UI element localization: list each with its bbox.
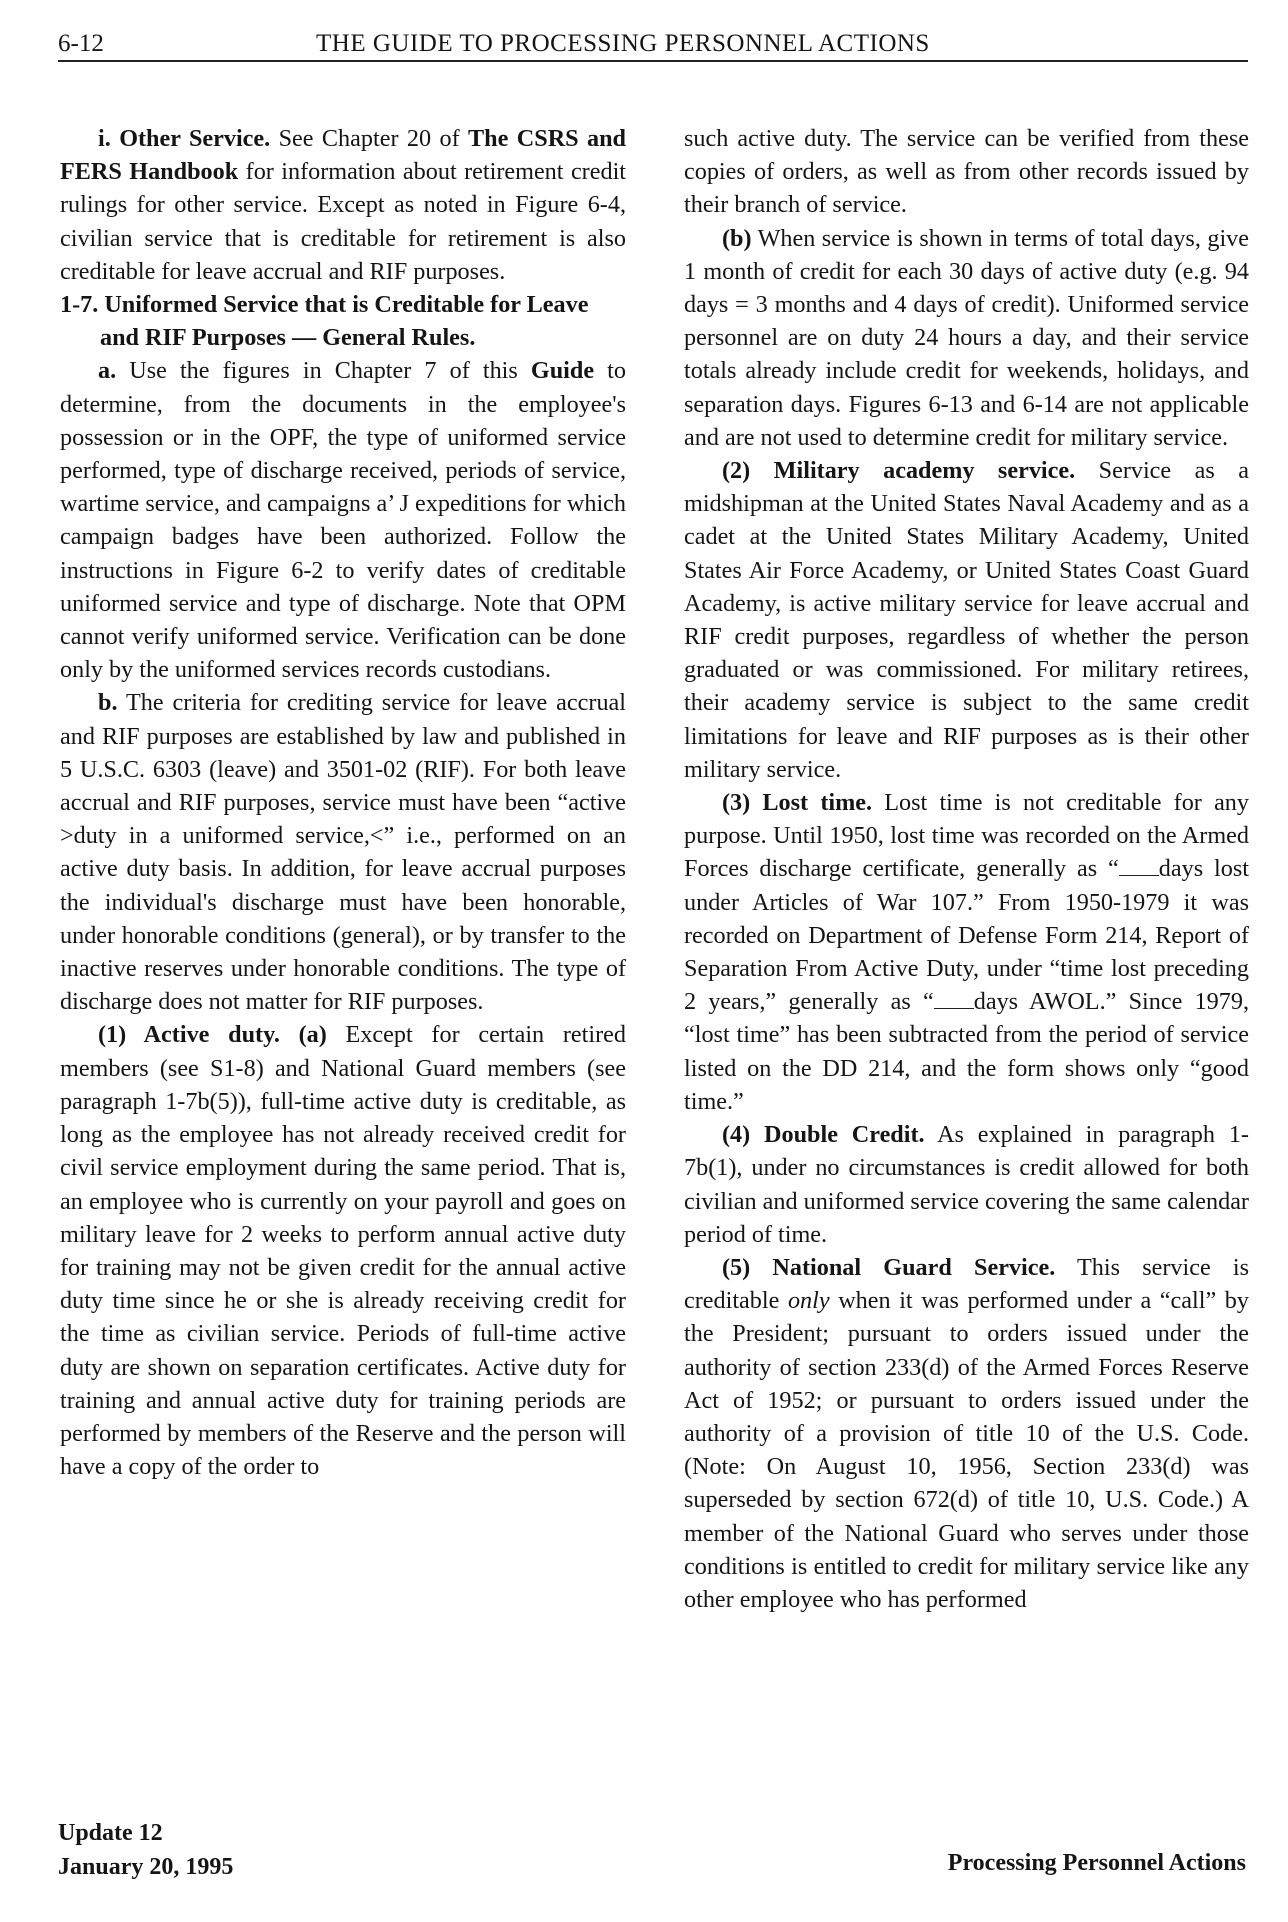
paragraph-text: when it was performed under a “call” by the President; pursuant to orders issued under the authority of section 233(d) of the Armed Forces Reserve Act of 1952; or pursuant to orders issued under the authority of a provision of title 10 of the U.S. Code. (Note: On August 10, 1956, Section 233(d) was superseded by section 672(d) of title 10, U.S. Code.) A member of the National Guard who serves under those conditions is entitled to credit for military service like any other employee who has performed xyxy=(684,1287,1249,1613)
paragraph-text: See Chapter 20 of xyxy=(270,125,469,152)
blank-line xyxy=(1119,857,1159,876)
paragraph-text: As explained in paragraph 1-7b(1), under no circumstances is credit allowed for both civilian and uniformed service covering the same calendar period of time. xyxy=(684,1121,1249,1248)
blank-line xyxy=(934,990,974,1009)
page-number: 6-12 xyxy=(58,30,104,57)
section-footer: Processing Personnel Actions xyxy=(947,1850,1246,1876)
paragraph-label: i. xyxy=(98,125,111,152)
subparagraph-label: (b) xyxy=(722,224,752,252)
paragraph-double-credit xyxy=(684,1118,1249,1251)
paragraph-title: (5) National Guard Service. xyxy=(722,1253,1056,1281)
update-date: January 20, 1995 xyxy=(58,1854,234,1880)
paragraph-a xyxy=(60,354,626,686)
paragraph-text: Service as a midshipman at the United States Naval Academy and as a cadet at the United States Military Academy, United States Air Force Academy, or United States Coast Guard Academy, is active military service for leave accrual and RIF credit purposes, regardless of whether the person graduated or was commissioned. For military retirees, their academy service is subject to the same credit limitations for leave and RIF purposes as is their other military service. xyxy=(684,457,1249,783)
paragraph-text: Lost time is not creditable for any purpose. Until 1950, lost time was recorded on the Armed Forces discharge certificate, generally as “ xyxy=(684,789,1249,883)
update-label: Update 12 xyxy=(58,1820,163,1846)
paragraph-text: Use the figures in Chapter 7 of this xyxy=(116,357,531,385)
paragraph-title: Other Service. xyxy=(119,125,271,152)
left-column xyxy=(60,122,626,1483)
paragraph-text: When service is shown in terms of total days, give 1 month of credit for each 30 days of active duty (e.g. 94 days = 3 months and 4 days of credit). Uniformed service personnel are on duty 24 hours a day, and their service totals already include credit for weekends, holidays, and separation days. Figures 6-13 and 6-14 are not applicable and are not used to determine credit for military service. xyxy=(684,224,1249,451)
page-header xyxy=(58,26,1248,62)
paragraph-label: b. xyxy=(98,689,118,717)
paragraph-title: (4) Double Credit. xyxy=(722,1121,925,1149)
paragraph-text: for information about retirement credit rulings for other service. Except as noted in Figure 6-4, civilian service that is creditable for retirement is also creditable for leave accrual and RIF purposes. xyxy=(60,158,627,285)
paragraph-national-guard xyxy=(684,1251,1249,1616)
paragraph-other-service xyxy=(60,122,626,288)
paragraph-title: (1) Active duty. xyxy=(98,1021,280,1049)
emphasis-text: only xyxy=(787,1287,830,1315)
paragraph-military-academy xyxy=(684,454,1249,786)
paragraph-active-duty xyxy=(60,1018,626,1483)
paragraph-text: days lost under Articles of War 107.” From 1950-1979 it was recorded on Department of Defense Form 214, Report of Separation From Active Duty, under “time lost preceding 2 years,” generally as “ xyxy=(684,855,1249,1016)
paragraph-title: (2) Military academy service. xyxy=(722,457,1076,485)
paragraph-continued: such active duty. The service can be verified from these copies of orders, as well as from other records issued by their branch of service. xyxy=(684,125,1249,219)
paragraph-b xyxy=(60,686,626,1018)
guide-title: Guide xyxy=(530,357,595,385)
paragraph-text: The criteria for crediting service for leave accrual and RIF purposes are established by law and published in 5 U.S.C. 6303 (leave) and 3501-02 (RIF). For both leave accrual and RIF purposes, service must have been “active >duty in a uniformed service,<” i.e., performed on an active duty basis. In addition, for leave accrual purposes the individual's discharge must have been honorable, under honorable conditions (general), or by transfer to the inactive reserves under honorable conditions. The type of discharge does not matter for RIF purposes. xyxy=(60,689,626,1016)
paragraph-active-duty-b xyxy=(684,222,1249,454)
book-title: The CSRS and FERS Handbook xyxy=(60,125,627,186)
subparagraph-label: (a) xyxy=(279,1021,327,1049)
section-heading: 1-7. Uniformed Service that is Creditable for Leave and RIF Purposes — General Rules. xyxy=(60,291,589,352)
paragraph-text: to determine, from the documents in the employee's possession or in the OPF, the type of uniformed service performed, type of discharge received, periods of service, wartime service, and campaigns a’ J expeditions for which campaign badges have been authorized. Follow the instructions in Figure 6-2 to verify dates of creditable uniformed service and type of discharge. Note that OPM cannot verify uniformed service. Verification can be done only by the uniformed services records custodians. xyxy=(60,357,626,684)
paragraph-label: a. xyxy=(98,357,117,385)
running-title: THE GUIDE TO PROCESSING PERSONNEL ACTIONS xyxy=(316,30,930,57)
paragraph-text: This service is creditable xyxy=(684,1253,1250,1315)
paragraph-title: (3) Lost time. xyxy=(722,789,873,817)
paragraph-lost-time xyxy=(684,786,1249,1118)
right-column xyxy=(684,122,1249,1616)
paragraph-text: Except for certain retired members (see S1-8) and National Guard members (see paragraph 1-7b(5)), full-time active duty is creditable, as long as the employee has not already received credit for civil service employment during the same period. That is, an employee who is currently on your payroll and goes on military leave for 2 weeks to perform annual active duty for training may not be given credit for the annual active duty time since he or she is already receiving credit for the time as civilian service. Periods of full-time active duty are shown on separation certificates. Active duty for training and annual active duty for training periods are performed by members of the Reserve and the person will have a copy of the order to xyxy=(60,1021,626,1481)
page-footer-left xyxy=(58,1816,233,1884)
paragraph-text: days AWOL.” Since 1979, “lost time” has been subtracted from the period of service listed on the DD 214, and the form shows only “good time.” xyxy=(684,988,1249,1115)
